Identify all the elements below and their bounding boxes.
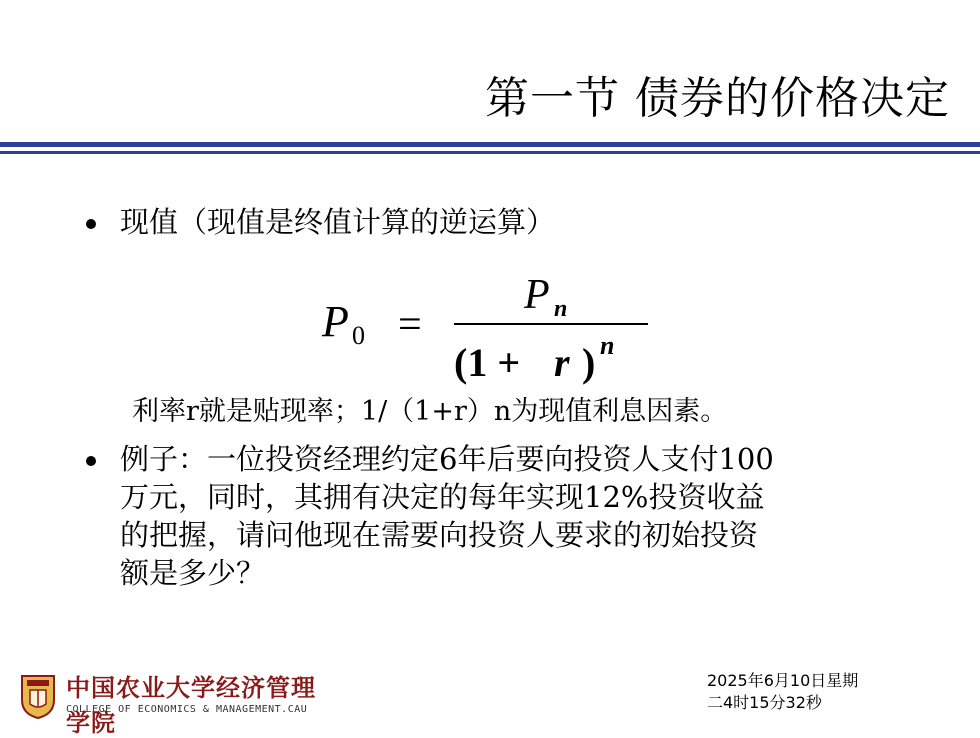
- discount-rate-note: 利率r就是贴现率；1/（1+r）n为现值利息因素。: [132, 396, 728, 427]
- college-logo: [18, 668, 338, 737]
- formula-numerator-sub: n: [554, 296, 568, 322]
- example-line-4: 额是多少？: [120, 556, 266, 590]
- college-name-cn: 中国农业大学经济管理学院: [66, 673, 316, 737]
- formula-equals: =: [398, 302, 422, 348]
- bullet-dot: [86, 456, 96, 466]
- example-line-2: 万元，同时，其拥有决定的每年实现12%投资收益: [120, 480, 765, 514]
- present-value-formula: [318, 270, 658, 390]
- example-line-1: 例子：一位投资经理约定6年后要向投资人支付100: [120, 442, 774, 476]
- date-line-2: 二4时15分32秒: [707, 693, 822, 712]
- title-rule-thin: [0, 151, 980, 154]
- formula-den-var: r: [554, 340, 570, 385]
- title-rule-thick: [0, 142, 980, 147]
- formula-den-open: (1 +: [454, 340, 531, 385]
- formula-numerator: P: [524, 272, 550, 318]
- slide-title: 第一节 债券的价格决定: [485, 73, 950, 124]
- formula-lhs-sub: 0: [352, 321, 365, 350]
- date-line-1: 2025年6月10日星期: [707, 671, 859, 690]
- university-emblem-icon: [18, 670, 58, 720]
- formula-lhs: P: [322, 297, 349, 346]
- bullet-present-value: 现值（现值是终值计算的逆运算）: [120, 205, 556, 239]
- bullet-dot: [86, 219, 96, 229]
- slide-date: [707, 670, 858, 714]
- formula-den-exp: n: [600, 331, 615, 360]
- college-name-en: COLLEGE OF ECONOMICS & MANAGEMENT.CAU: [66, 704, 308, 715]
- example-line-3: 的把握，请问他现在需要向投资人要求的初始投资: [120, 518, 759, 552]
- formula-den-close: ): [582, 340, 596, 385]
